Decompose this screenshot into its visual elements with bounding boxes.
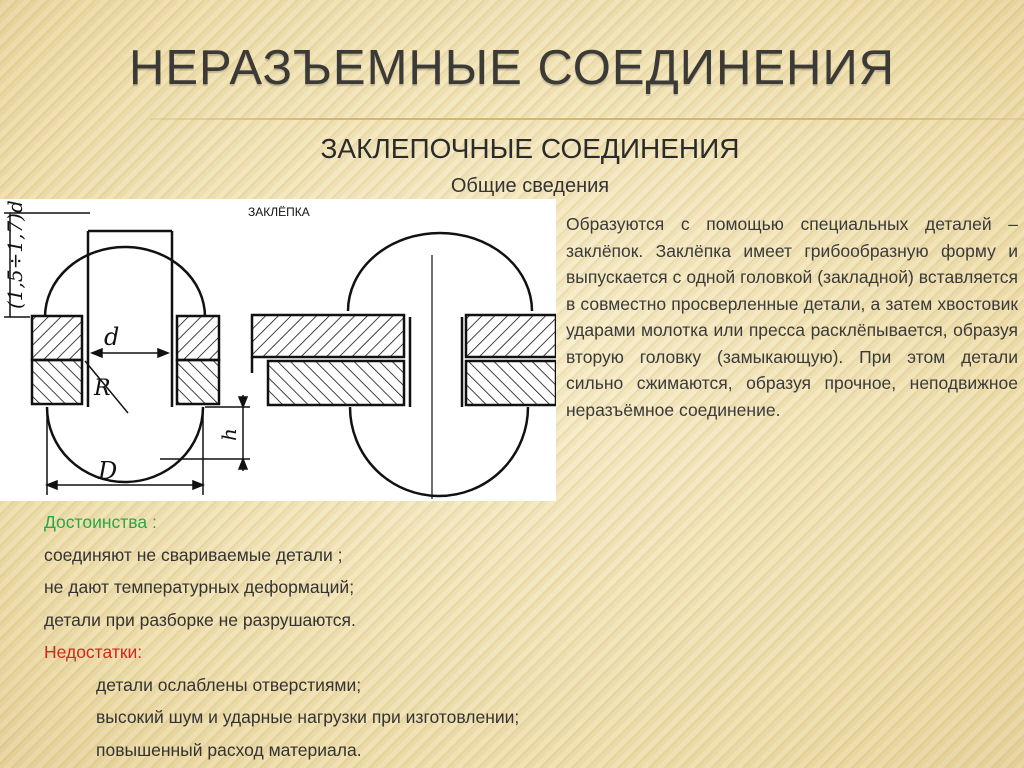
- advantage-item: не дают температурных деформаций;: [44, 577, 355, 597]
- advantage-item: соединяют не свариваемые детали ;: [44, 544, 343, 565]
- length-label: (1,5÷1,7)d: [3, 200, 27, 309]
- disadvantage-item: повышенный расход материала.: [96, 739, 362, 760]
- figure-caption: ЗАКЛЁПКА: [248, 205, 310, 219]
- disadvantage-item: детали ослаблены отверстиями;: [96, 674, 362, 695]
- title-divider: [150, 118, 1024, 120]
- rivet-drawing-svg: [0, 199, 556, 501]
- right-rivet-view: [252, 233, 556, 499]
- slide-title: НЕРАЗЪЕМНЫЕ СОЕДИНЕНИЯ: [128, 41, 896, 95]
- diameter-label: d: [104, 323, 120, 351]
- rivet-drawing: [0, 199, 556, 501]
- advantage-item: детали при разборке не разрушаются.: [44, 609, 356, 630]
- disadvantages-heading: Недостатки:: [44, 642, 143, 662]
- slide-subtitle: ЗАКЛЕПОЧНЫЕ СОЕДИНЕНИЯ: [320, 133, 740, 164]
- head-diameter-label: D: [98, 457, 118, 485]
- head-height-label: h: [217, 428, 241, 441]
- left-rivet-view: [32, 231, 219, 482]
- radius-label: R: [94, 376, 111, 401]
- pros-cons-lists: [44, 506, 519, 766]
- disadvantage-item: высокий шум и ударные нагрузки при изготовлении;: [96, 707, 520, 727]
- advantages-heading: Достоинства :: [44, 512, 157, 532]
- description-paragraph: Образуются с помощью специальных деталей – заклёпок. Заклёпка имеет грибообразную форму и выпускается с одной головкой (закладной) вставляется в совместно просверленные детали, а затем хвостовик ударами молотка или пресса расклёпывается, образуя вторую головку (замыкающую). При этом детали сильно сжимаются, образуя прочное, неподвижное неразъёмное соединение.: [566, 214, 1018, 420]
- section-heading: Общие сведения: [450, 175, 610, 197]
